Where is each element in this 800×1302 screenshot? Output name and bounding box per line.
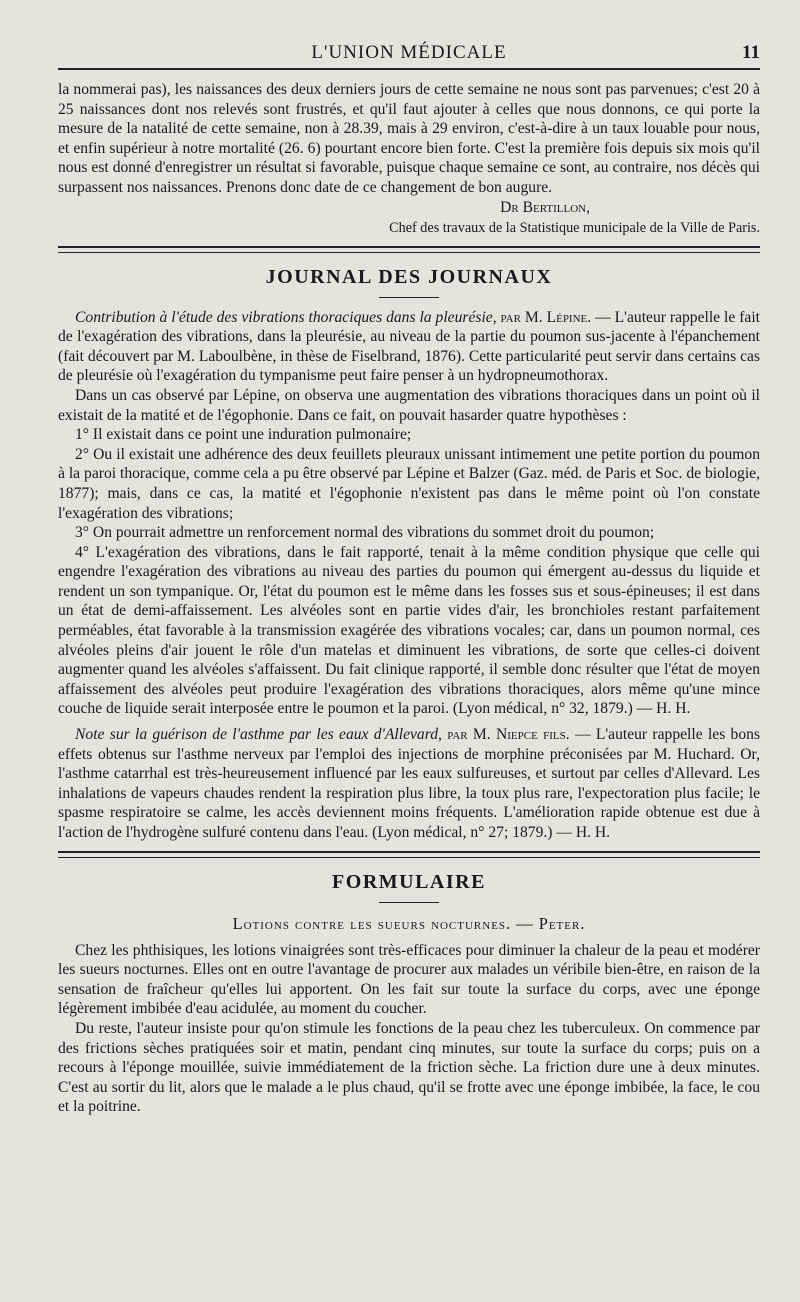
section-title-formulaire: FORMULAIRE	[332, 870, 486, 893]
article-byline: par M. Niepce fils.	[447, 726, 570, 744]
formula-paragraph-1: Chez les phthisiques, les lotions vinaigrées sont très-efficaces pour diminuer la chaleur de la peau et modérer les sueurs nocturnes. Elles ont en outre l'avantage de procurer aux malades un véribile bien-être, en raison de la sensation de fraîcheur qu'elles lui apportent. On les fait sur toute la surface du corps, avec une éponge légèrement imbibée d'eau acidulée, au moment du coucher.	[58, 941, 760, 1018]
signature-name: Dr Bertillon,	[500, 198, 590, 216]
article-title: Note sur la guérison de l'asthme par les eaux d'Allevard,	[75, 726, 442, 744]
title-rule	[379, 297, 439, 298]
intro-paragraph: la nommerai pas), les naissances des deux derniers jours de cette semaine ne nous sont pas parvenues; c'est 20 à 25 naissances dont nos relevés sont frustrés, et qu'il faut ajouter à celles que nous donnons, ce qui porte la mesure de la natalité de cette semaine, non à 28.39, mais à 29 environ, c'est-à-dire à un taux louable pour nous, et enfin supérieur à notre mortalité (26. 6) pourtant encore bien forte. C'est la première fois depuis six mois qu'il nous est donné d'enregistrer un résultat si favorable, puisque chaque semaine ce sont, au contraire, nos décès qui surpassent nos naissances. Prenons donc date de ce changement de bon augure.	[58, 81, 760, 196]
hypothesis-1: 1° Il existait dans ce point une induration pulmonaire;	[75, 426, 412, 444]
section-title-journal: JOURNAL DES JOURNAUX	[265, 265, 553, 288]
hypothesis-3: 3° On pourrait admettre un renforcement normal des vibrations du sommet droit du poumon;	[75, 524, 655, 542]
title-rule	[379, 902, 439, 903]
running-title: L'UNION MÉDICALE	[311, 42, 507, 63]
article-text: — L'auteur rappelle les bons effets obtenus sur l'asthme nerveux par l'emploi des injections de morphine préconisées par M. Huchard. Or, l'asthme catarrhal est très-heureusement influencé par les eaux sulfureuses, et surtout par celles d'Allevard. Les inhalations de vapeurs chaudes rendent la respiration plus libre, la toux plus rare, l'expectoration plus facile; le spasme respiratoire se calme, les accès deviennent moins fréquents. L'amélioration rapide obtenue est due à l'action de l'hydrogène sulfuré contenu dans l'eau. (Lyon médical, n° 27; 1879.) — H. H.	[58, 726, 761, 841]
section-divider	[58, 246, 760, 253]
article-text: — L'auteur rappelle le fait de l'exagération des vibrations, dans la pleurésie, au niveau de la partie du poumon sus-jacente à l'épanchement (fait découvert par M. Laboulbène, in thèse de Fiselbrand, 1876). Cette particularité peut servir dans certains cas de pleurésie où l'exagération du tympanisme peut faire penser à un hydropneumothorax.	[58, 308, 760, 385]
formula-paragraph-2: Du reste, l'auteur insiste pour qu'on stimule les fonctions de la peau chez les tuberculeux. On commence par des frictions sèches pratiquées soir et matin, pendant cinq minutes, sur toute la surface du corps; puis on a recours à l'éponge mouillée, suivie immédiatement de la friction sèche. La friction dure une à deux minutes. C'est au sortir du lit, alors que le malade a le plus chaud, qu'il se frotte avec une éponge imbibée, la face, le cou et la poitrine.	[58, 1019, 760, 1116]
article-niepce	[58, 725, 760, 843]
page-header	[58, 34, 760, 70]
article-lepine-case: Dans un cas observé par Lépine, on observa une augmentation des vibrations thoraciques dans un point où il existait de la matité et de l'égophonie. Dans ce fait, on pouvait hasarder quatre hypothèses :	[58, 386, 760, 424]
article-lepine-intro	[58, 308, 760, 386]
signature-role: Chef des travaux de la Statistique municipale de la Ville de Paris.	[389, 219, 760, 236]
page-number: 11	[742, 42, 760, 63]
section-divider	[58, 851, 760, 858]
hypothesis-4: 4° L'exagération des vibrations, dans le fait rapporté, tenait à la même condition physique que celle qui engendre l'exagération des vibrations au niveau des parties du poumon qui émergent au-dessus du liquide et rendent un son tympanique. Or, l'état du poumon est le même dans les fosses sus et sous-épineuses; il est dans un état de demi-affaissement. Les alvéoles sont en partie vides d'air, les bronchioles restant parfaitement perméables, état favorable à la transmission exagérée des vibrations vocales; car, dans un poumon normal, ces alvéoles pleins d'air jouent le rôle d'un matelas et diminuent les vibrations, de sorte que celles-ci doivent augmenter quand les alvéoles s'affaissent. Du fait clinique rapporté, il semble donc résulter que l'état de moyen affaissement des alvéoles peut produire l'exagération des vibrations thoraciques, alors même qu'une mince couche de liquide serait interposée entre le poumon et la paroi. (Lyon médical, n° 32, 1879.) — H. H.	[58, 543, 760, 718]
article-byline: par M. Lépine.	[500, 308, 592, 326]
formula-subtitle: Lotions contre les sueurs nocturnes. — Peter.	[232, 913, 586, 933]
article-title: Contribution à l'étude des vibrations thoraciques dans la pleurésie,	[75, 308, 497, 326]
hypothesis-2: 2° Ou il existait une adhérence des deux feuillets pleuraux unissant intimement une petite portion du poumon à la paroi thoracique, comme cela a pu être observé par Lépine et Balzer (Gaz. méd. de Paris et Soc. de biologie, 1877); mais, dans ce cas, la matité et l'égophonie n'existent pas dans le même point où l'on constate l'exagération des vibrations;	[58, 445, 760, 522]
